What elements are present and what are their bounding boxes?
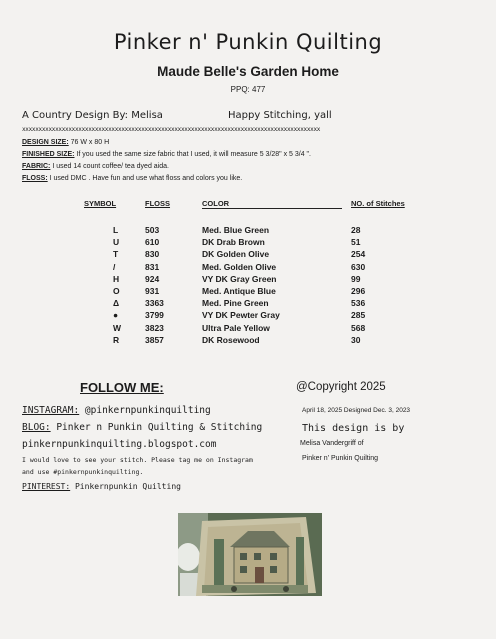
floss-label: FLOSS: (22, 175, 48, 182)
cell-symbol: ● (113, 310, 119, 321)
brand-title: Pinker n' Punkin Quilting (113, 30, 383, 54)
cell-floss: 610 (145, 237, 160, 248)
author-name: Melisa Vandergriff of (300, 440, 364, 447)
cell-floss: 3799 (145, 310, 164, 321)
color-header-rule (202, 208, 342, 209)
cell-floss: 931 (145, 286, 160, 296)
cell-stitches: 285 (351, 310, 366, 321)
cell-symbol: U (113, 237, 120, 248)
pattern-title: Maude Belle's Garden Home (157, 64, 339, 79)
stitched-pillow-photo (178, 513, 322, 596)
design-size-value: 76 W x 80 H (68, 139, 110, 146)
cell-symbol: Δ (113, 298, 120, 309)
header-color: COLOR (202, 199, 230, 208)
pattern-number: PPQ: 477 (230, 85, 266, 94)
header-floss: FLOSS (145, 199, 171, 208)
tag-note-line2: and use #pinkernpunkinquilting. (22, 468, 144, 476)
table-row (0, 237, 496, 249)
fabric-value: I used 14 count coffee/ tea dyed aida. (50, 163, 169, 170)
fabric (22, 163, 169, 170)
cell-floss: 3857 (145, 334, 164, 345)
cell-symbol: W (113, 322, 122, 333)
cell-floss: 3363 (145, 298, 164, 309)
cell-floss: 830 (145, 249, 160, 260)
table-row (0, 335, 496, 347)
table-row (0, 286, 496, 298)
pinterest-line (22, 482, 181, 491)
cell-symbol: T (113, 249, 119, 260)
cell-floss: 503 (145, 225, 160, 235)
author-company: Pinker n' Punkin Quilting (302, 455, 379, 462)
cell-color: VY DK Pewter Gray (202, 310, 280, 321)
cell-color: Med. Antique Blue (202, 286, 276, 296)
cell-stitches: 28 (351, 225, 361, 235)
cell-floss: 924 (145, 273, 160, 284)
separator-line: xxxxxxxxxxxxxxxxxxxxxxxxxxxxxxxxxxxxxxxxxxxxxxxxxxxxxxxxxxxxxxxxxxxxxxxxxxxxxxxxxxxxxxxxxx (22, 126, 321, 133)
cell-stitches: 296 (351, 286, 366, 296)
designer-line: A Country Design By: Melisa (22, 110, 163, 121)
cell-floss: 831 (145, 261, 160, 272)
cell-symbol: R (113, 334, 120, 345)
greeting: Happy Stitching, yall (228, 110, 332, 121)
cell-color: Med. Blue Green (202, 225, 270, 235)
cell-symbol: H (113, 273, 120, 284)
blog-line (22, 422, 262, 433)
instagram-handle[interactable]: @pinkernpunkinquilting (79, 405, 211, 416)
table-row (0, 310, 496, 322)
header-symbol: SYMBOL (84, 199, 117, 208)
floss (22, 175, 242, 182)
table-row (0, 274, 496, 286)
finished-size (22, 151, 311, 158)
cell-color: Med. Golden Olive (202, 261, 277, 272)
cell-color: VY DK Gray Green (202, 273, 277, 284)
pinterest-label: PINTEREST: (22, 482, 71, 491)
cell-stitches: 51 (351, 237, 361, 248)
instagram-line (22, 405, 211, 416)
finished-size-label: FINISHED SIZE: (22, 151, 75, 158)
cell-color: Ultra Pale Yellow (202, 322, 270, 333)
table-row (0, 323, 496, 335)
cell-stitches: 30 (351, 334, 361, 345)
instagram-label: INSTAGRAM: (22, 405, 80, 416)
design-dates: April 18, 2025 Designed Dec. 3, 2023 (302, 407, 411, 414)
cell-floss: 3823 (145, 322, 164, 333)
table-row (0, 262, 496, 274)
table-row (0, 225, 496, 237)
blog-url[interactable]: pinkernpunkinquilting.blogspot.com (22, 439, 217, 450)
cell-symbol: / (113, 261, 116, 272)
cell-stitches: 536 (351, 298, 366, 309)
blog-name: Pinker n Punkin Quilting & Stitching (50, 422, 263, 433)
table-row (0, 298, 496, 310)
design-size (22, 139, 109, 146)
cell-color: DK Golden Olive (202, 249, 270, 260)
cell-color: DK Drab Brown (202, 237, 265, 248)
cell-stitches: 630 (351, 261, 366, 272)
blog-label: BLOG: (22, 422, 51, 433)
cell-stitches: 99 (351, 273, 361, 284)
tag-note-line1: I would love to see your stitch. Please tag me on Instagram (22, 456, 253, 464)
design-by: This design is by (302, 423, 405, 434)
cell-symbol: L (113, 225, 119, 235)
follow-heading: FOLLOW ME: (80, 380, 164, 395)
pinterest-name: Pinkernpunkin Quilting (70, 482, 181, 491)
copyright: @Copyright 2025 (296, 381, 386, 393)
cell-stitches: 568 (351, 322, 366, 333)
cell-symbol: O (113, 286, 120, 296)
cell-color: Med. Pine Green (202, 298, 269, 309)
finished-size-value: If you used the same size fabric that I used, it will measure 5 3/28" x 5 3/4 ". (74, 151, 311, 158)
header-stitches: NO. of Stitches (351, 199, 405, 208)
design-size-label: DESIGN SIZE: (22, 139, 69, 146)
fabric-label: FABRIC: (22, 163, 51, 170)
table-row (0, 249, 496, 261)
floss-value: I used DMC . Have fun and use what floss and colors you like. (47, 175, 243, 182)
cell-stitches: 254 (351, 249, 366, 260)
cell-color: DK Rosewood (202, 334, 260, 345)
